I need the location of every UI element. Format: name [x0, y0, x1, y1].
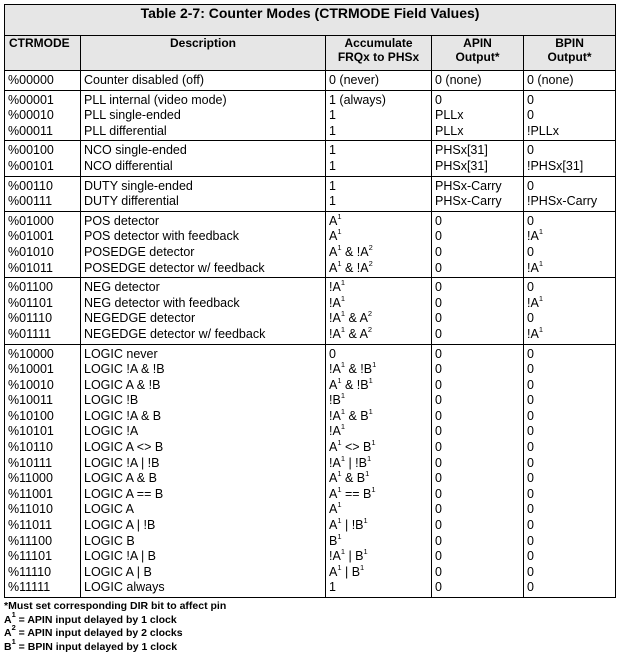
table-row: [5, 278, 616, 296]
ctrmode-cell: %10101: [5, 424, 81, 440]
table-row: [5, 502, 616, 518]
column-header-accumulate: [326, 36, 432, 71]
description-cell: LOGIC !A & B: [81, 409, 326, 425]
column-header-ctrmode: CTRMODE: [5, 36, 81, 71]
apin-output-cell: 0: [432, 344, 524, 362]
mode-group: [5, 344, 616, 598]
table-row: [5, 378, 616, 394]
apin-output-cell: 0: [432, 261, 524, 278]
apin-output-cell: 0: [432, 424, 524, 440]
bpin-output-cell: 0: [524, 211, 616, 229]
ctrmode-cell: %01000: [5, 211, 81, 229]
accumulate-cell: 1: [326, 159, 432, 176]
bpin-output-cell: 0: [524, 518, 616, 534]
table-row: [5, 71, 616, 91]
bpin-output-cell: 0: [524, 311, 616, 327]
accumulate-cell: $A^1 <> B^1$: [326, 440, 432, 456]
apin-output-cell: PHSx-Carry: [432, 176, 524, 194]
footnote: $A^1$ = APIN input delayed by 1 clock: [4, 609, 177, 626]
table-row: [5, 580, 616, 597]
bpin-output-cell: $!A^1$: [524, 261, 616, 278]
ctrmode-cell: %00000: [5, 71, 81, 91]
accumulate-cell: $!A^1$ & $A^2$: [326, 311, 432, 327]
apin-output-cell: 0: [432, 565, 524, 581]
ctrmode-cell: %11000: [5, 471, 81, 487]
ctrmode-cell: %00010: [5, 108, 81, 124]
bpin-output-cell: 0: [524, 549, 616, 565]
table-row: [5, 245, 616, 261]
description-cell: DUTY single-ended: [81, 176, 326, 194]
accumulate-cell: 1: [326, 141, 432, 159]
mode-group: [5, 90, 616, 141]
ctrmode-cell: %01001: [5, 229, 81, 245]
column-header-apin: [432, 36, 524, 71]
ctrmode-cell: %11011: [5, 518, 81, 534]
table-row: [5, 362, 616, 378]
mode-group: [5, 71, 616, 91]
description-cell: NCO differential: [81, 159, 326, 176]
apin-output-cell: 0: [432, 278, 524, 296]
bpin-output-cell: !PHSx-Carry: [524, 194, 616, 211]
bpin-output-cell: 0: [524, 393, 616, 409]
description-cell: LOGIC B: [81, 534, 326, 550]
accumulate-cell: 0: [326, 344, 432, 362]
description-cell: POS detector with feedback: [81, 229, 326, 245]
bpin-output-cell: 0: [524, 487, 616, 503]
accumulate-cell: $A^1$ | $B^1$: [326, 565, 432, 581]
footnote: *Must set corresponding DIR bit to affect pin: [4, 600, 227, 612]
table-row: [5, 261, 616, 278]
table-row: [5, 393, 616, 409]
ctrmode-cell: %10001: [5, 362, 81, 378]
apin-output-cell: 0: [432, 534, 524, 550]
table-row: [5, 440, 616, 456]
bpin-output-cell: 0 (none): [524, 71, 616, 91]
table-row: [5, 159, 616, 176]
apin-output-cell: 0: [432, 296, 524, 312]
counter-modes-table: [4, 4, 616, 598]
bpin-output-cell: 0: [524, 471, 616, 487]
bpin-output-cell: $!A^1$: [524, 296, 616, 312]
apin-output-cell: PLLx: [432, 124, 524, 141]
apin-header-line2: Output*: [455, 50, 500, 64]
accumulate-header-line1: Accumulate: [344, 36, 413, 50]
ctrmode-cell: %11101: [5, 549, 81, 565]
bpin-output-cell: 0: [524, 580, 616, 597]
apin-output-cell: 0: [432, 487, 524, 503]
bpin-output-cell: !PHSx[31]: [524, 159, 616, 176]
table-row: [5, 344, 616, 362]
accumulate-cell: 0 (never): [326, 71, 432, 91]
description-cell: LOGIC !A: [81, 424, 326, 440]
description-cell: NEG detector with feedback: [81, 296, 326, 312]
description-cell: NCO single-ended: [81, 141, 326, 159]
description-cell: LOGIC A: [81, 502, 326, 518]
description-cell: LOGIC !A | !B: [81, 456, 326, 472]
table-row: [5, 424, 616, 440]
description-cell: LOGIC A <> B: [81, 440, 326, 456]
mode-group: [5, 141, 616, 176]
description-cell: LOGIC never: [81, 344, 326, 362]
bpin-output-cell: 0: [524, 409, 616, 425]
apin-output-cell: 0: [432, 502, 524, 518]
apin-output-cell: 0: [432, 393, 524, 409]
accumulate-cell: 1: [326, 194, 432, 211]
ctrmode-cell: %01110: [5, 311, 81, 327]
accumulate-cell: $A^1$ & $!A^2$: [326, 261, 432, 278]
description-cell: PLL single-ended: [81, 108, 326, 124]
accumulate-cell: $!A^1$ | $!B^1$: [326, 456, 432, 472]
apin-output-cell: PHSx-Carry: [432, 194, 524, 211]
description-cell: POSEDGE detector: [81, 245, 326, 261]
table-row: [5, 327, 616, 344]
bpin-header-line1: BPIN: [555, 36, 584, 50]
ctrmode-cell: %00001: [5, 90, 81, 108]
ctrmode-cell: %01111: [5, 327, 81, 344]
accumulate-cell: $!A^1$: [326, 424, 432, 440]
apin-output-cell: PLLx: [432, 108, 524, 124]
ctrmode-cell: %11001: [5, 487, 81, 503]
ctrmode-cell: %10100: [5, 409, 81, 425]
table-row: [5, 565, 616, 581]
ctrmode-cell: %10010: [5, 378, 81, 394]
table-row: [5, 124, 616, 141]
description-cell: POSEDGE detector w/ feedback: [81, 261, 326, 278]
apin-output-cell: PHSx[31]: [432, 141, 524, 159]
table-row: [5, 549, 616, 565]
bpin-output-cell: 0: [524, 534, 616, 550]
table-row: [5, 90, 616, 108]
accumulate-cell: $!A^1$ & $!B^1$: [326, 362, 432, 378]
bpin-output-cell: $!A^1$: [524, 327, 616, 344]
ctrmode-cell: %01010: [5, 245, 81, 261]
description-cell: NEGEDGE detector: [81, 311, 326, 327]
description-cell: LOGIC always: [81, 580, 326, 597]
table-row: [5, 534, 616, 550]
apin-output-cell: 0: [432, 211, 524, 229]
accumulate-cell: $A^1$: [326, 502, 432, 518]
column-header-description: Description: [81, 36, 326, 71]
description-cell: DUTY differential: [81, 194, 326, 211]
accumulate-cell: $A^1$ & $!B^1$: [326, 378, 432, 394]
ctrmode-cell: %10110: [5, 440, 81, 456]
bpin-output-cell: 0: [524, 378, 616, 394]
ctrmode-cell: %11111: [5, 580, 81, 597]
table-row: [5, 456, 616, 472]
accumulate-cell: $B^1$: [326, 534, 432, 550]
accumulate-cell: $A^1$ | $!B^1$: [326, 518, 432, 534]
bpin-output-cell: !PLLx: [524, 124, 616, 141]
footnote: $A^2$ = APIN input delayed by 2 clocks: [4, 623, 183, 639]
ctrmode-cell: %00011: [5, 124, 81, 141]
accumulate-cell: 1: [326, 124, 432, 141]
accumulate-cell: $!B^1$: [326, 393, 432, 409]
accumulate-header-line2: FRQx to PHSx: [337, 50, 420, 64]
ctrmode-cell: %00111: [5, 194, 81, 211]
accumulate-cell: $A^1$ & $!A^2$: [326, 245, 432, 261]
table-row: [5, 518, 616, 534]
ctrmode-cell: %00100: [5, 141, 81, 159]
apin-output-cell: 0: [432, 311, 524, 327]
accumulate-cell: $A^1 == B^1$: [326, 487, 432, 503]
apin-output-cell: 0: [432, 378, 524, 394]
bpin-output-cell: 0: [524, 424, 616, 440]
mode-group: [5, 211, 616, 277]
accumulate-cell: $A^1$ & $B^1$: [326, 471, 432, 487]
apin-output-cell: 0: [432, 456, 524, 472]
apin-header-line1: APIN: [463, 36, 492, 50]
bpin-output-cell: 0: [524, 108, 616, 124]
description-cell: LOGIC A == B: [81, 487, 326, 503]
description-cell: LOGIC A & !B: [81, 378, 326, 394]
apin-output-cell: 0: [432, 580, 524, 597]
ctrmode-cell: %01011: [5, 261, 81, 278]
description-cell: LOGIC !A & !B: [81, 362, 326, 378]
bpin-output-cell: 0: [524, 362, 616, 378]
document-page: [4, 4, 615, 654]
description-cell: PLL differential: [81, 124, 326, 141]
apin-output-cell: 0: [432, 245, 524, 261]
apin-output-cell: 0: [432, 90, 524, 108]
apin-output-cell: 0: [432, 549, 524, 565]
table-row: [5, 409, 616, 425]
ctrmode-cell: %11110: [5, 565, 81, 581]
apin-output-cell: PHSx[31]: [432, 159, 524, 176]
apin-output-cell: 0: [432, 327, 524, 344]
apin-output-cell: 0: [432, 362, 524, 378]
column-header-bpin: [524, 36, 616, 71]
ctrmode-cell: %10000: [5, 344, 81, 362]
accumulate-cell: $!A^1$: [326, 278, 432, 296]
accumulate-cell: 1: [326, 176, 432, 194]
ctrmode-cell: %10111: [5, 456, 81, 472]
description-cell: POS detector: [81, 211, 326, 229]
ctrmode-cell: %00110: [5, 176, 81, 194]
description-cell: PLL internal (video mode): [81, 90, 326, 108]
accumulate-cell: $A^1$: [326, 229, 432, 245]
ctrmode-cell: %01101: [5, 296, 81, 312]
ctrmode-cell: %00101: [5, 159, 81, 176]
ctrmode-cell: %11010: [5, 502, 81, 518]
accumulate-cell: $A^1$: [326, 211, 432, 229]
table-row: [5, 229, 616, 245]
accumulate-cell: 1: [326, 108, 432, 124]
table-row: [5, 194, 616, 211]
ctrmode-cell: %10011: [5, 393, 81, 409]
description-cell: NEGEDGE detector w/ feedback: [81, 327, 326, 344]
bpin-output-cell: 0: [524, 141, 616, 159]
description-cell: LOGIC A | !B: [81, 518, 326, 534]
description-cell: LOGIC A & B: [81, 471, 326, 487]
mode-group: [5, 278, 616, 344]
apin-output-cell: 0 (none): [432, 71, 524, 91]
table-title: Table 2-7: Counter Modes (CTRMODE Field Values): [5, 5, 616, 36]
description-cell: LOGIC !B: [81, 393, 326, 409]
ctrmode-cell: %01100: [5, 278, 81, 296]
bpin-output-cell: 0: [524, 245, 616, 261]
bpin-output-cell: 0: [524, 456, 616, 472]
bpin-output-cell: 0: [524, 90, 616, 108]
accumulate-cell: 1: [326, 580, 432, 597]
accumulate-cell: $!A^1$: [326, 296, 432, 312]
bpin-output-cell: 0: [524, 278, 616, 296]
accumulate-cell: $!A^1$ | $B^1$: [326, 549, 432, 565]
accumulate-cell: 1 (always): [326, 90, 432, 108]
table-footnotes: [4, 600, 615, 654]
apin-output-cell: 0: [432, 518, 524, 534]
apin-output-cell: 0: [432, 229, 524, 245]
description-cell: Counter disabled (off): [81, 71, 326, 91]
bpin-output-cell: 0: [524, 344, 616, 362]
footnote: $B^1$ = BPIN input delayed by 1 clock: [4, 636, 178, 653]
description-cell: LOGIC A | B: [81, 565, 326, 581]
description-cell: LOGIC !A | B: [81, 549, 326, 565]
mode-group: [5, 176, 616, 211]
apin-output-cell: 0: [432, 409, 524, 425]
table-row: [5, 141, 616, 159]
bpin-output-cell: 0: [524, 565, 616, 581]
bpin-header-line2: Output*: [547, 50, 592, 64]
table-row: [5, 487, 616, 503]
ctrmode-cell: %11100: [5, 534, 81, 550]
table-row: [5, 211, 616, 229]
table-row: [5, 311, 616, 327]
bpin-output-cell: 0: [524, 176, 616, 194]
accumulate-cell: $!A^1$ & $B^1$: [326, 409, 432, 425]
bpin-output-cell: 0: [524, 440, 616, 456]
description-cell: NEG detector: [81, 278, 326, 296]
table-row: [5, 176, 616, 194]
table-row: [5, 296, 616, 312]
apin-output-cell: 0: [432, 471, 524, 487]
apin-output-cell: 0: [432, 440, 524, 456]
table-row: [5, 471, 616, 487]
bpin-output-cell: 0: [524, 502, 616, 518]
accumulate-cell: $!A^1$ & $A^2$: [326, 327, 432, 344]
bpin-output-cell: $!A^1$: [524, 229, 616, 245]
table-row: [5, 108, 616, 124]
